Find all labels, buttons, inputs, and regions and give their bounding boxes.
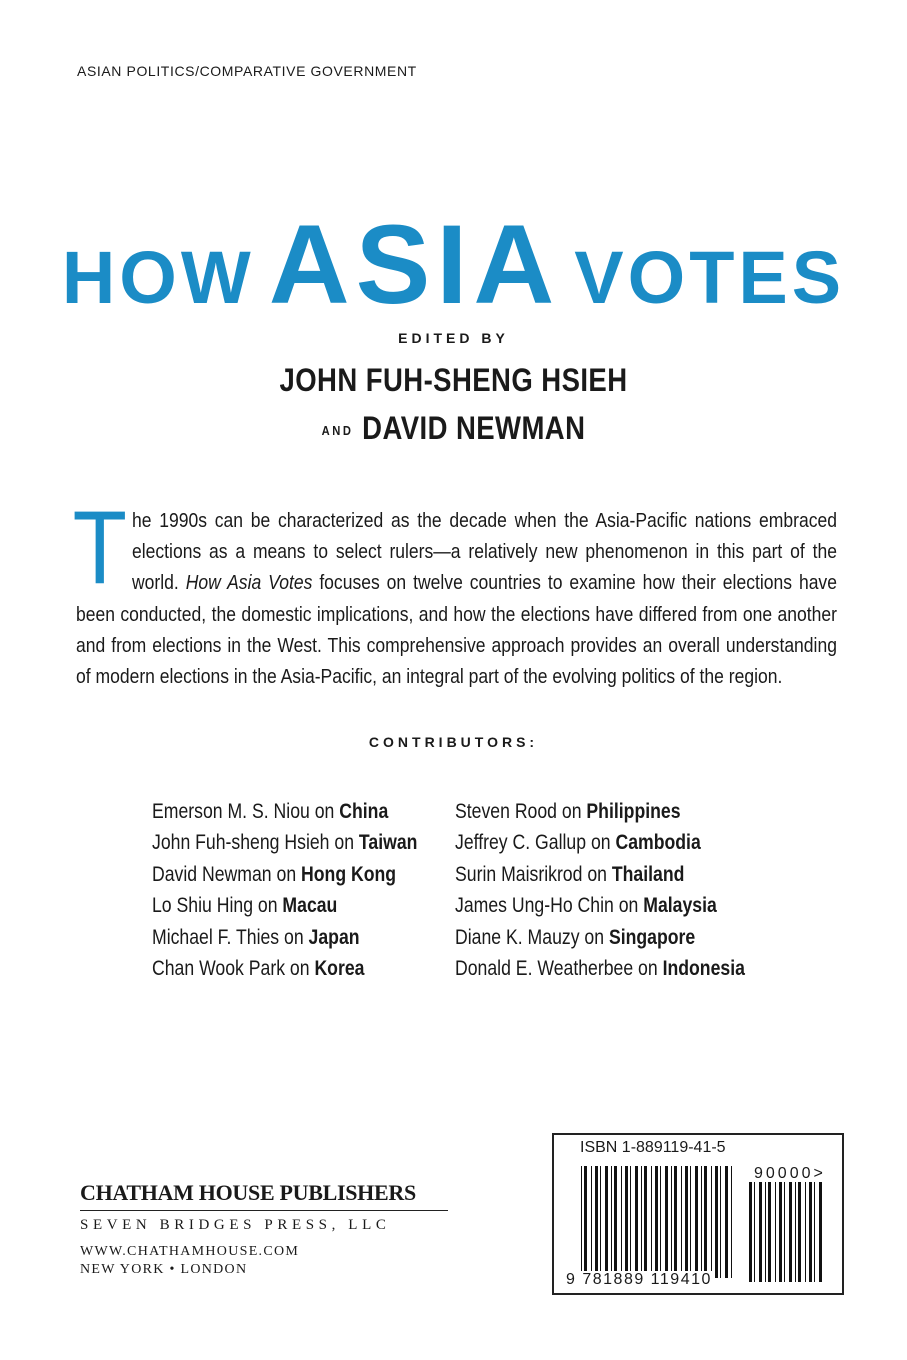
barcode-bar [701, 1166, 702, 1278]
barcode-bar [715, 1166, 718, 1278]
publisher-imprint: SEVEN BRIDGES PRESS, LLC [80, 1217, 391, 1233]
barcode-bar [611, 1166, 612, 1278]
edited-by-label: EDITED BY [398, 330, 509, 346]
barcode-bar [595, 1166, 598, 1278]
barcode-bar [581, 1166, 582, 1278]
contributor-name: John Fuh-sheng Hsieh on [152, 831, 359, 855]
barcode-bar [775, 1182, 776, 1282]
blurb-italic-title: How Asia Votes [185, 571, 313, 595]
barcode-bar [795, 1182, 796, 1282]
editor-2: DAVID NEWMAN [362, 410, 586, 446]
barcode-bar [759, 1182, 762, 1282]
publisher-block [80, 1180, 448, 1278]
contributor-name: Chan Wook Park on [152, 957, 315, 981]
isbn-text: ISBN 1-889119-41-5 [580, 1139, 726, 1156]
contributor [455, 953, 745, 984]
barcode-bar [704, 1166, 707, 1278]
barcode-bar [819, 1182, 822, 1282]
series-label: ASIAN POLITICS/COMPARATIVE GOVERNMENT [77, 63, 417, 79]
barcode-bar [695, 1166, 698, 1278]
barcode-bar [768, 1182, 771, 1282]
barcode-bar [720, 1166, 721, 1278]
book-title [0, 200, 907, 329]
publisher-cities: NEW YORK • LONDON [80, 1262, 248, 1277]
barcode-bar [814, 1182, 815, 1282]
contributor-country: Singapore [608, 925, 696, 949]
barcode-box [552, 1133, 844, 1295]
barcode-bar [674, 1166, 677, 1278]
contributor-name: Surin Maisrikrod on [455, 862, 612, 886]
barcode-bar [690, 1166, 691, 1278]
contributor-country: Cambodia [615, 831, 701, 855]
and-label: AND [321, 423, 354, 438]
barcode-bar [584, 1166, 587, 1278]
barcode-bar [651, 1166, 652, 1278]
contributor-country: Thailand [611, 862, 685, 886]
barcode-bar [665, 1166, 668, 1278]
barcode-bar [779, 1182, 782, 1282]
barcode-bar [765, 1182, 766, 1282]
price-code: 90000> [754, 1165, 826, 1182]
publisher-name: CHATHAM HOUSE PUBLISHERS [80, 1180, 448, 1211]
barcode-bar [625, 1166, 628, 1278]
contributor-country: Korea [314, 957, 365, 981]
barcode-bar [635, 1166, 638, 1278]
barcode-bar [630, 1166, 631, 1278]
contributor-country: China [339, 800, 389, 823]
contributors-right-column [455, 796, 745, 984]
editor-2-line [63, 410, 843, 447]
barcode-bar [749, 1182, 752, 1282]
contributor [152, 859, 417, 890]
contributor-country: Indonesia [662, 957, 745, 981]
ean-number: 9 781889 119410 [566, 1271, 712, 1288]
title-votes: VOTES [574, 236, 846, 319]
blurb-rest: focuses on twelve countries to examine how their elections have been conducted, the domestic implications, and how the elections have differed from one another and from elections in the West. This comprehensive approach provides an overall understanding of modern elections in the Asia-Pacific, an integral part of the evolving politics of the region. [76, 571, 837, 689]
publisher-website: WWW.CHATHAMHOUSE.COM [80, 1244, 300, 1259]
barcode-bar [754, 1182, 755, 1282]
contributor-name: Diane K. Mauzy on [455, 925, 609, 949]
contributor [455, 890, 745, 921]
barcode-bar [621, 1166, 622, 1278]
barcode-bar [605, 1166, 608, 1278]
barcode-bar [685, 1166, 688, 1278]
contributor-country: Macau [282, 894, 338, 918]
barcode-bar [671, 1166, 672, 1278]
contributor-name: Lo Shiu Hing on [152, 894, 283, 918]
contributor [152, 796, 417, 827]
contributor-name: Jeffrey C. Gallup on [455, 831, 616, 855]
barcode-bar [798, 1182, 801, 1282]
barcode-bar [591, 1166, 592, 1278]
barcode-bar [660, 1166, 661, 1278]
barcode-bar [644, 1166, 647, 1278]
blurb-intro: he 1990s can be characterized as the decade when the Asia-Pacific nations embraced elections as a means to select rulers—a relatively new phenomenon in this part of the world. [132, 509, 837, 595]
contributor-country: Hong Kong [301, 862, 397, 886]
barcode-bar [725, 1166, 728, 1278]
contributor [455, 796, 745, 827]
contributor-country: Japan [308, 925, 360, 949]
contributor [152, 922, 417, 953]
barcode-bar [614, 1166, 617, 1278]
contributor-name: Emerson M. S. Niou on [152, 800, 340, 823]
contributor-name: David Newman on [152, 862, 302, 886]
barcode-bar [805, 1182, 806, 1282]
barcode-bar [809, 1182, 812, 1282]
contributor-name: James Ung-Ho Chin on [455, 894, 644, 918]
contributor-country: Taiwan [358, 831, 418, 855]
drop-cap: T [72, 490, 127, 606]
barcode-bar [641, 1166, 642, 1278]
contributors-heading: CONTRIBUTORS: [368, 734, 539, 750]
barcode-bar [731, 1166, 732, 1278]
barcode-bar [789, 1182, 792, 1282]
barcode-bar [711, 1166, 712, 1278]
barcode-bar [655, 1166, 658, 1278]
contributor [152, 953, 417, 984]
contributor [152, 890, 417, 921]
editor-1: JOHN FUH-SHENG HSIEH [279, 362, 628, 398]
contributor [152, 827, 417, 858]
contributor-name: Michael F. Thies on [152, 925, 309, 949]
contributors-left-column [152, 796, 417, 984]
contributor [455, 827, 745, 858]
contributor-name: Steven Rood on [455, 800, 587, 823]
title-how: HOW [61, 236, 255, 319]
barcode-bar [600, 1166, 601, 1278]
contributor-country: Malaysia [643, 894, 717, 918]
contributor-name: Donald E. Weatherbee on [455, 957, 663, 981]
barcode-bar [784, 1182, 785, 1282]
contributor [455, 922, 745, 953]
blurb-paragraph [72, 490, 837, 692]
contributor-country: Philippines [586, 800, 681, 823]
contributor [455, 859, 745, 890]
title-asia: ASIA [268, 202, 561, 327]
barcode-bar [681, 1166, 682, 1278]
